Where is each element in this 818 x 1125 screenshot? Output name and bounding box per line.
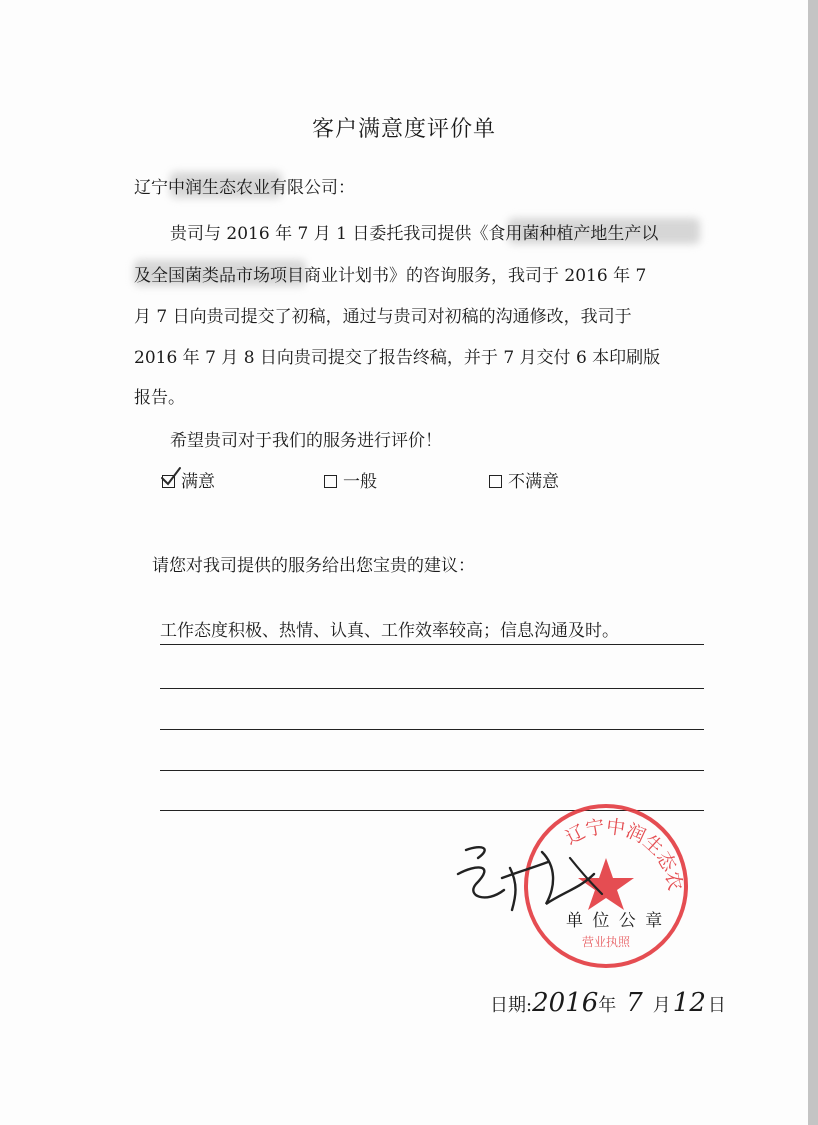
suggestion-prompt: 请您对我司提供的服务给出您宝贵的建议： [152, 556, 475, 576]
seal-code: 营业执照 [581, 935, 631, 949]
seal-label: 单 位 公 章 [566, 911, 665, 931]
option-label: 不满意 [508, 472, 559, 492]
answer-line [160, 770, 704, 771]
paragraph-line-4: 2016 年 7 月 8 日向贵司提交了报告终稿，并于 7 月交付 6 本印刷版 [134, 348, 661, 368]
date-year-unit: 年 [598, 995, 617, 1016]
date-row [490, 988, 726, 1018]
evaluation-request: 希望贵司对于我们的服务进行评价！ [170, 431, 442, 451]
signature-icon [452, 838, 622, 918]
date-day: 12 [672, 988, 706, 1018]
option-unsatisfied[interactable] [489, 471, 559, 493]
option-label: 一般 [343, 472, 377, 492]
checkbox-unchecked[interactable] [489, 475, 502, 488]
suggestion-text: 工作态度积极、热情、认真、工作效率较高；信息沟通及时。 [160, 621, 619, 641]
seal-text: 辽宁中润生态农 [561, 815, 687, 893]
date-month-unit: 月 [652, 995, 671, 1016]
option-average[interactable] [324, 471, 377, 493]
answer-line [160, 688, 704, 689]
answer-line [160, 644, 704, 645]
check-mark-icon [160, 466, 182, 488]
option-satisfied[interactable] [162, 471, 215, 493]
checkbox-unchecked[interactable] [324, 475, 337, 488]
recipient-line: 辽宁中润生态农业有限公司： [134, 178, 355, 198]
paragraph-line-3: 月 7 日向贵司提交了初稿，通过与贵司对初稿的沟通修改，我司于 [134, 307, 632, 327]
date-day-unit: 日 [707, 995, 726, 1016]
document-title: 客户满意度评价单 [311, 117, 496, 142]
paragraph-line-5: 报告。 [134, 388, 185, 408]
date-year: 2016 [532, 988, 599, 1018]
paragraph-line-1: 贵司与 2016 年 7 月 1 日委托我司提供《食用菌种植产地生产以 [170, 224, 659, 244]
answer-line [160, 729, 704, 730]
paragraph-line-2: 及全国菌类品市场项目商业计划书》的咨询服务，我司于 2016 年 7 [134, 266, 647, 286]
checkbox-checked[interactable] [162, 475, 175, 488]
date-label: 日期: [490, 995, 533, 1016]
option-label: 满意 [181, 472, 215, 492]
scan-edge [808, 0, 818, 1125]
date-month: 7 [626, 988, 643, 1018]
